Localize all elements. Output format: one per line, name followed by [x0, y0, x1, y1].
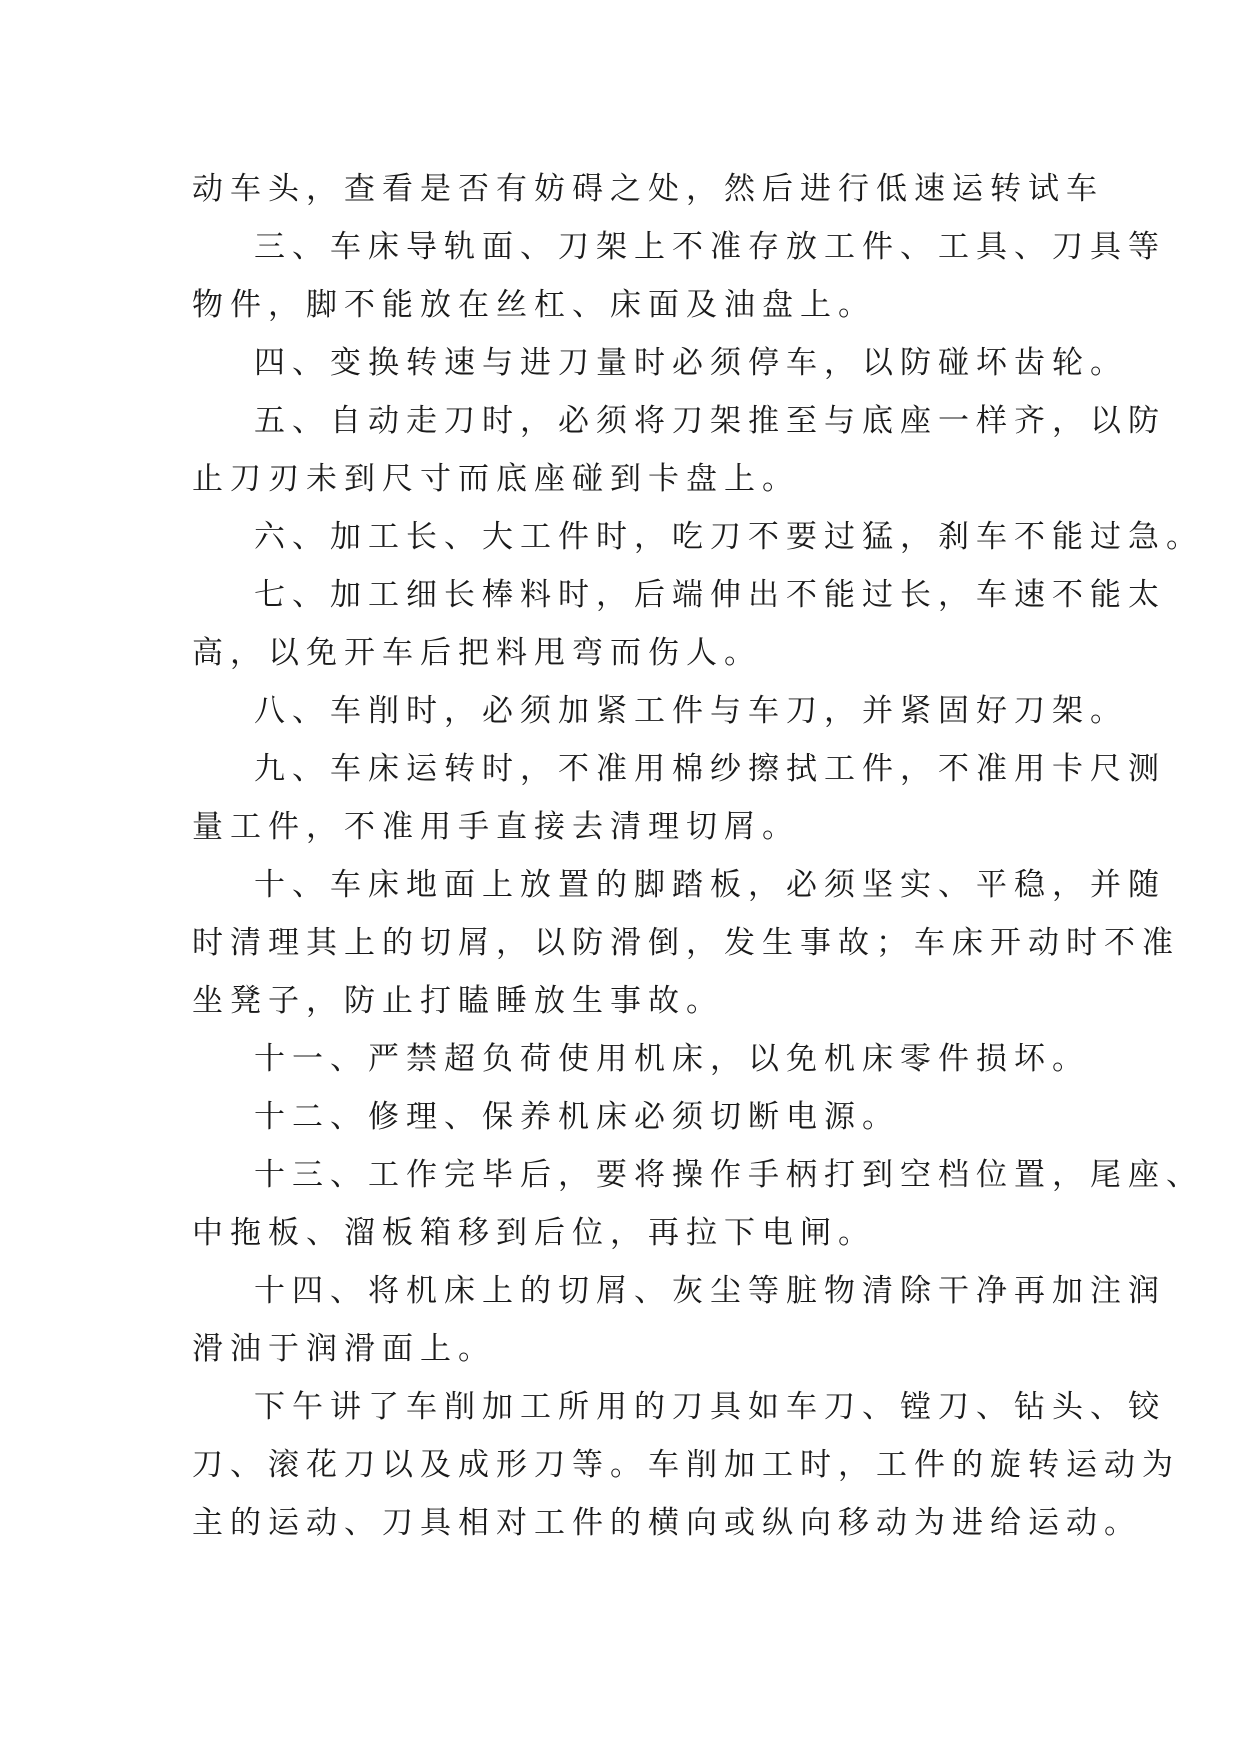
paragraph-line: 物件，脚不能放在丝杠、床面及油盘上。: [192, 287, 876, 323]
paragraph-first-line: 六、加工长、大工件时，吃刀不要过猛，刹车不能过急。: [254, 519, 1204, 555]
paragraph-first-line: 十、车床地面上放置的脚踏板，必须坚实、平稳，并随: [254, 867, 1166, 903]
paragraph-first-line: 十二、修理、保养机床必须切断电源。: [254, 1099, 900, 1135]
paragraph-line: 动车头，查看是否有妨碍之处，然后进行低速运转试车: [192, 171, 1104, 207]
paragraph-first-line: 下午讲了车削加工所用的刀具如车刀、镗刀、钻头、铰: [254, 1389, 1166, 1425]
paragraph-line: 时清理其上的切屑，以防滑倒，发生事故；车床开动时不准: [192, 925, 1180, 961]
paragraph-first-line: 九、车床运转时，不准用棉纱擦拭工件，不准用卡尺测: [254, 751, 1166, 787]
paragraph-first-line: 七、加工细长棒料时，后端伸出不能过长，车速不能太: [254, 577, 1166, 613]
paragraph-line: 刀、滚花刀以及成形刀等。车削加工时，工件的旋转运动为: [192, 1447, 1180, 1483]
paragraph-line: 高，以免开车后把料甩弯而伤人。: [192, 635, 762, 671]
paragraph-line: 坐凳子，防止打瞌睡放生事故。: [192, 983, 724, 1019]
paragraph-first-line: 十三、工作完毕后，要将操作手柄打到空档位置，尾座、: [254, 1157, 1204, 1193]
paragraph-first-line: 三、车床导轨面、刀架上不准存放工件、工具、刀具等: [254, 229, 1166, 265]
paragraph-line: 中拖板、溜板箱移到后位，再拉下电闸。: [192, 1215, 876, 1251]
paragraph-line: 量工件，不准用手直接去清理切屑。: [192, 809, 800, 845]
paragraph-first-line: 八、车削时，必须加紧工件与车刀，并紧固好刀架。: [254, 693, 1128, 729]
paragraph-line: 主的运动、刀具相对工件的横向或纵向移动为进给运动。: [192, 1505, 1142, 1541]
paragraph-first-line: 四、变换转速与进刀量时必须停车，以防碰坏齿轮。: [254, 345, 1128, 381]
paragraph-line: 滑油于润滑面上。: [192, 1331, 496, 1367]
body-text: [192, 160, 1204, 1552]
paragraph-line: 止刀刃未到尺寸而底座碰到卡盘上。: [192, 461, 800, 497]
paragraph-first-line: 五、自动走刀时，必须将刀架推至与底座一样齐，以防: [254, 403, 1166, 439]
paragraph-first-line: 十一、严禁超负荷使用机床，以免机床零件损坏。: [254, 1041, 1090, 1077]
paragraph-first-line: 十四、将机床上的切屑、灰尘等脏物清除干净再加注润: [254, 1273, 1166, 1309]
